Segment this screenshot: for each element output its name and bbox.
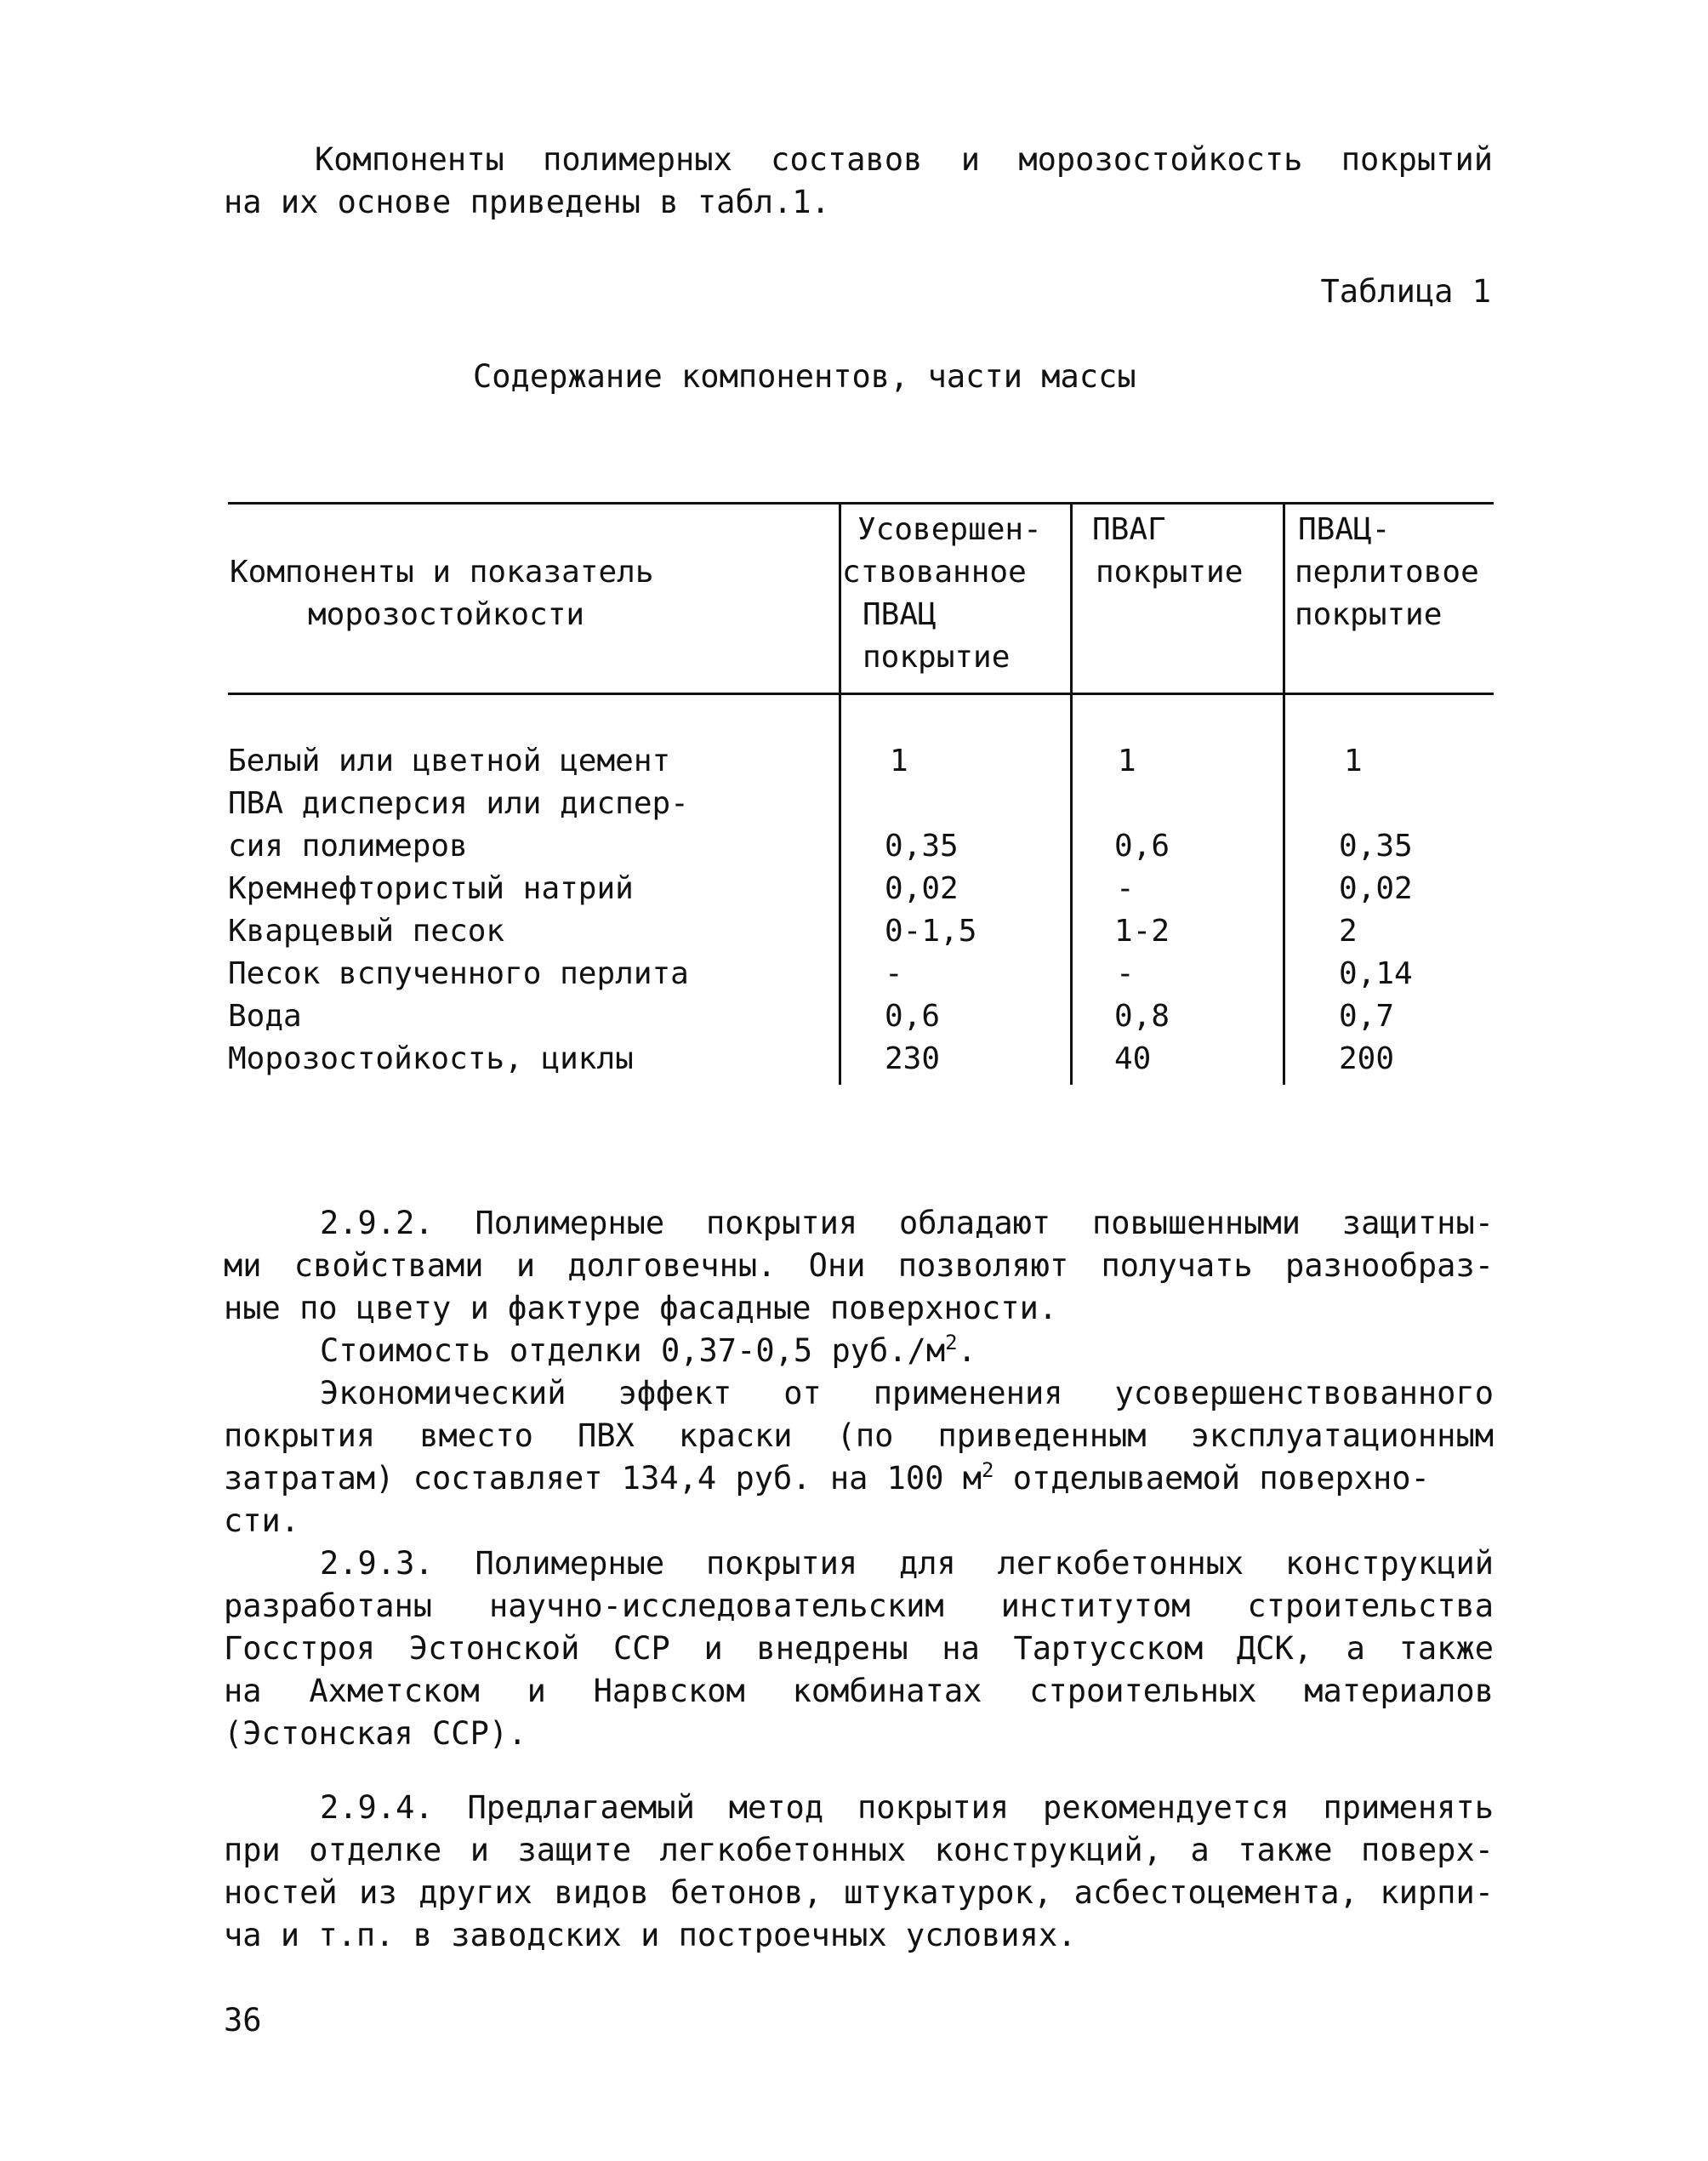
paragraph-292-line: 2.9.2. Полимерные покрытия обладают повышенными защитны- (320, 1205, 1494, 1241)
cost-end: . (957, 1332, 976, 1369)
cost-line (320, 1330, 976, 1372)
paragraph-294-line: ностей из других видов бетонов, штукатурок, асбестоцемента, кирпи- (224, 1874, 1494, 1911)
cell-value: 1 (890, 744, 908, 778)
cell-value: - (1116, 956, 1135, 991)
paragraph-293-line: 2.9.3. Полимерные покрытия для легкобетонных конструкций (320, 1545, 1494, 1582)
paragraph-293-line: (Эстонская ССР). (224, 1715, 527, 1752)
header-pvag: покрытие (1096, 555, 1244, 590)
row-name: Вода (228, 999, 302, 1034)
effect-line: покрытия вместо ПВХ краски (по приведенным эксплуатационным (224, 1417, 1494, 1454)
paragraph-292-line: ные по цвету и фактуре фасадные поверхности. (224, 1290, 1058, 1326)
header-improved-pvac: Усовершен- (857, 512, 1042, 547)
cell-value: 0,7 (1339, 999, 1395, 1034)
header-pvac-perlite: ПВАЦ- (1298, 512, 1391, 547)
row-name: Кремнефтористый натрий (228, 871, 634, 906)
cell-value: 1 (1118, 744, 1136, 778)
cell-value: 0,35 (1339, 829, 1413, 864)
cell-value: 0,6 (1114, 829, 1170, 864)
effect-text: отделываемой поверхно- (993, 1460, 1430, 1497)
header-pvac-perlite: перлитовое (1295, 555, 1479, 590)
intro-line-1: Компоненты полимерных составов и морозостойкость покрытий (315, 141, 1493, 178)
header-improved-pvac: ПВАЦ (863, 597, 937, 632)
paragraph-293-line: Госстроя Эстонской ССР и внедрены на Тартусском ДСК, а также (224, 1630, 1494, 1667)
cell-value: - (885, 956, 903, 991)
header-improved-pvac: покрытие (863, 640, 1011, 675)
effect-text: затратам) составляет 134,4 руб. на 100 м (224, 1460, 982, 1497)
cell-value: 0,02 (1339, 871, 1413, 906)
cell-value: 1-2 (1114, 914, 1170, 949)
row-name: Морозостойкость, циклы (228, 1041, 634, 1076)
header-pvag: ПВАГ (1092, 512, 1166, 547)
cost-superscript: 2 (945, 1331, 958, 1354)
cell-value: 0,8 (1114, 999, 1170, 1034)
effect-line: сти. (224, 1502, 300, 1539)
row-name: ПВА дисперсия или диспер- (228, 786, 689, 821)
table-top-rule (228, 502, 1494, 505)
paragraph-292-line: ми свойствами и долговечны. Они позволяют получать разнообраз- (224, 1247, 1494, 1284)
row-name: Песок вспученного перлита (228, 956, 689, 991)
column-divider-2 (1070, 502, 1073, 1085)
paragraph-294-line: ча и т.п. в заводских и построечных условиях. (224, 1917, 1077, 1953)
header-components: морозостойкости (308, 597, 585, 632)
row-name: сия полимеров (228, 829, 468, 864)
paragraph-294-line: 2.9.4. Предлагаемый метод покрытия рекомендуется применять (320, 1789, 1494, 1826)
header-improved-pvac: ствованное (842, 555, 1027, 590)
cell-value: 2 (1339, 914, 1358, 949)
header-pvac-perlite: покрытие (1295, 597, 1443, 632)
paragraph-293-line: разработаны научно-исследовательским институтом строительства (224, 1588, 1494, 1624)
effect-superscript: 2 (982, 1458, 994, 1482)
intro-line-2: на их основе приведены в табл.1. (224, 184, 830, 220)
header-components: Компоненты и показатель (230, 555, 654, 590)
table-label: Таблица 1 (1320, 273, 1491, 310)
cell-value: 0-1,5 (885, 914, 977, 949)
effect-line: Экономический эффект от применения усовершенствованного (320, 1375, 1494, 1411)
table-header-rule (228, 693, 1494, 695)
column-divider-1 (839, 502, 841, 1085)
paragraph-293-line: на Ахметском и Нарвском комбинатах строительных материалов (224, 1673, 1494, 1709)
table-caption: Содержание компонентов, части массы (473, 358, 1136, 395)
cell-value: 200 (1339, 1041, 1395, 1076)
cell-value: 40 (1114, 1041, 1152, 1076)
cell-value: 0,14 (1339, 956, 1413, 991)
column-divider-3 (1283, 502, 1285, 1085)
effect-line (224, 1457, 1430, 1500)
cell-value: 0,6 (885, 999, 941, 1034)
row-name: Белый или цветной цемент (228, 744, 671, 778)
cell-value: - (1116, 871, 1135, 906)
cost-text: Стоимость отделки 0,37-0,5 руб./м (320, 1332, 946, 1369)
page-number: 36 (224, 2002, 262, 2038)
cell-value: 230 (885, 1041, 941, 1076)
cell-value: 1 (1344, 744, 1363, 778)
cell-value: 0,02 (885, 871, 959, 906)
row-name: Кварцевый песок (228, 914, 505, 949)
paragraph-294-line: при отделке и защите легкобетонных конструкций, а также поверх- (224, 1832, 1494, 1868)
cell-value: 0,35 (885, 829, 959, 864)
